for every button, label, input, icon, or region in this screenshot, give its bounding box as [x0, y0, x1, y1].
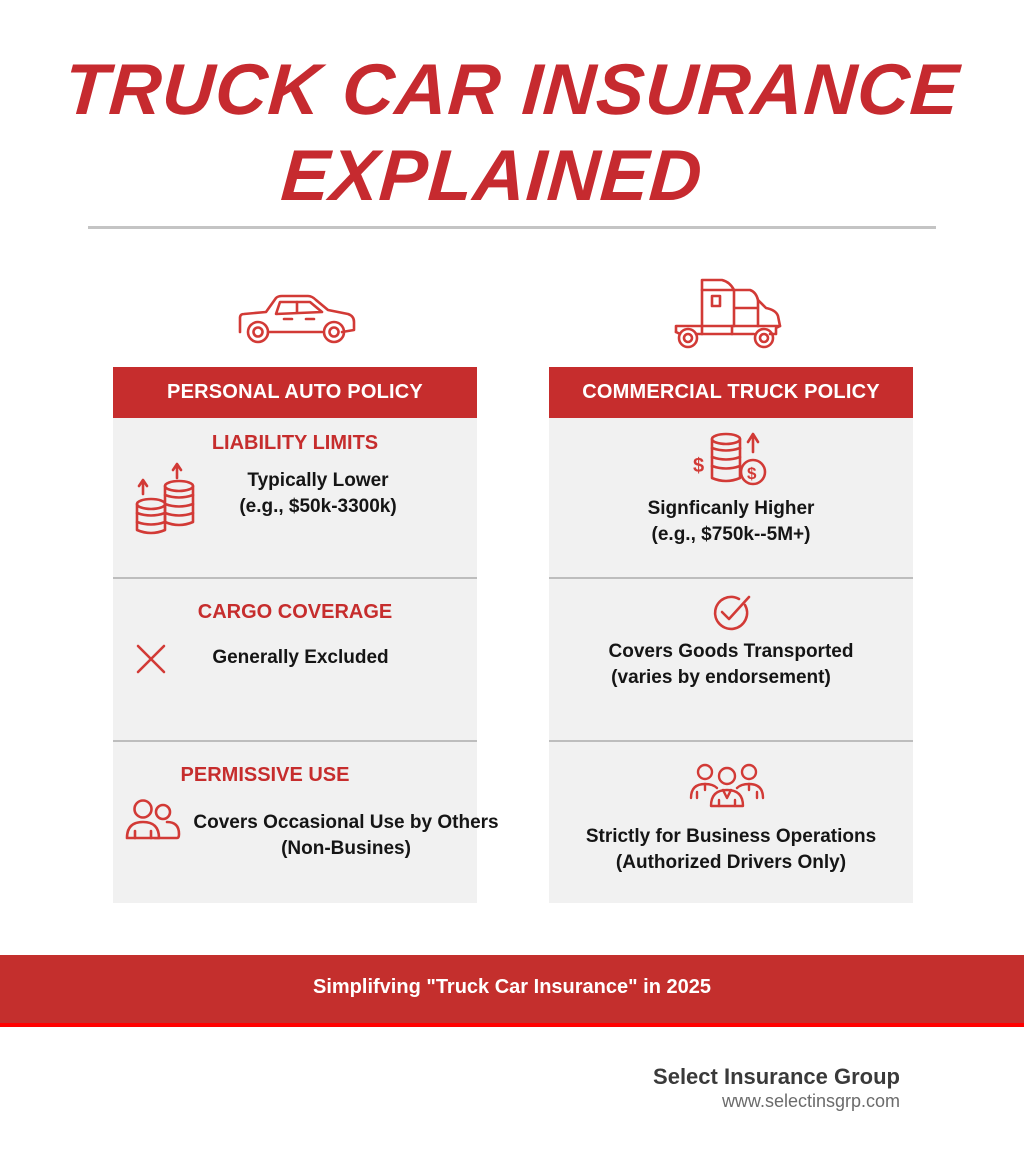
value-line1: Strictly for Business Operations	[585, 826, 877, 847]
coins-dollar-up-icon	[693, 430, 773, 486]
brand-url[interactable]: www.selectinsgrp.com	[721, 1091, 900, 1111]
cell-title: CARGO COVERAGE	[197, 601, 393, 623]
brand-footer	[653, 1064, 900, 1112]
banner-text: Simplifving "Truck Car Insurance" in 2025	[313, 975, 711, 998]
permissive-use-commercial-cell	[549, 740, 913, 903]
value-line2: (Authorized Drivers Only)	[615, 852, 847, 873]
value-line1: Typically Lower	[247, 470, 389, 491]
commercial-truck-policy-panel	[549, 367, 913, 903]
panel-header-personal-auto: PERSONAL AUTO POLICY	[113, 367, 477, 418]
semi-truck-icon	[672, 276, 786, 352]
row-divider	[549, 577, 913, 579]
coins-up-icon	[133, 462, 197, 538]
svg-text:$: $	[747, 464, 757, 483]
svg-text:$: $	[693, 455, 705, 477]
cargo-coverage-value	[173, 645, 428, 671]
liability-limits-commercial-cell	[549, 418, 913, 577]
permissive-use-cell	[113, 740, 499, 903]
row-divider	[549, 740, 913, 742]
cell-title: LIABILITY LIMITS	[211, 432, 379, 454]
value-line1: Generally Excluded	[212, 647, 389, 668]
liability-limits-cell	[113, 418, 477, 577]
bottom-banner	[0, 955, 1024, 1027]
panel-header-commercial-truck: COMMERCIAL TRUCK POLICY	[549, 367, 913, 418]
cargo-coverage-commercial-value	[549, 639, 913, 691]
page-title-line2: EXPLAINED	[278, 136, 706, 216]
permissive-use-commercial-value	[549, 824, 913, 876]
personal-auto-policy-panel	[113, 367, 499, 903]
row-divider	[113, 577, 477, 579]
page-title-line1: TRUCK CAR INSURANCE	[61, 50, 963, 130]
value-line1: Covers Goods Transported	[608, 641, 854, 662]
value-line1: Signficanly Higher	[647, 498, 815, 519]
value-line2: (varies by endorsement)	[611, 667, 831, 688]
x-icon	[135, 643, 167, 675]
value-line2: (Non-Busines)	[281, 838, 411, 859]
title-divider	[88, 226, 936, 229]
permissive-use-value	[191, 810, 501, 862]
row-divider	[113, 740, 477, 742]
two-people-icon	[125, 798, 181, 842]
value-line2: (e.g., $50k-3300k)	[239, 496, 397, 517]
car-icon	[236, 288, 358, 344]
cargo-coverage-cell	[113, 577, 477, 740]
cargo-coverage-commercial-cell	[549, 577, 913, 740]
liability-limits-commercial-value	[549, 496, 913, 548]
cell-title: PERMISSIVE USE	[180, 764, 350, 786]
liability-limits-value	[213, 468, 423, 520]
value-line2: (e.g., $750k--5M+)	[651, 524, 811, 545]
value-line1: Covers Occasional Use by Others	[193, 812, 499, 833]
brand-name: Select Insurance Group	[653, 1064, 900, 1089]
check-circle-icon	[711, 593, 753, 633]
team-icon	[689, 762, 765, 810]
